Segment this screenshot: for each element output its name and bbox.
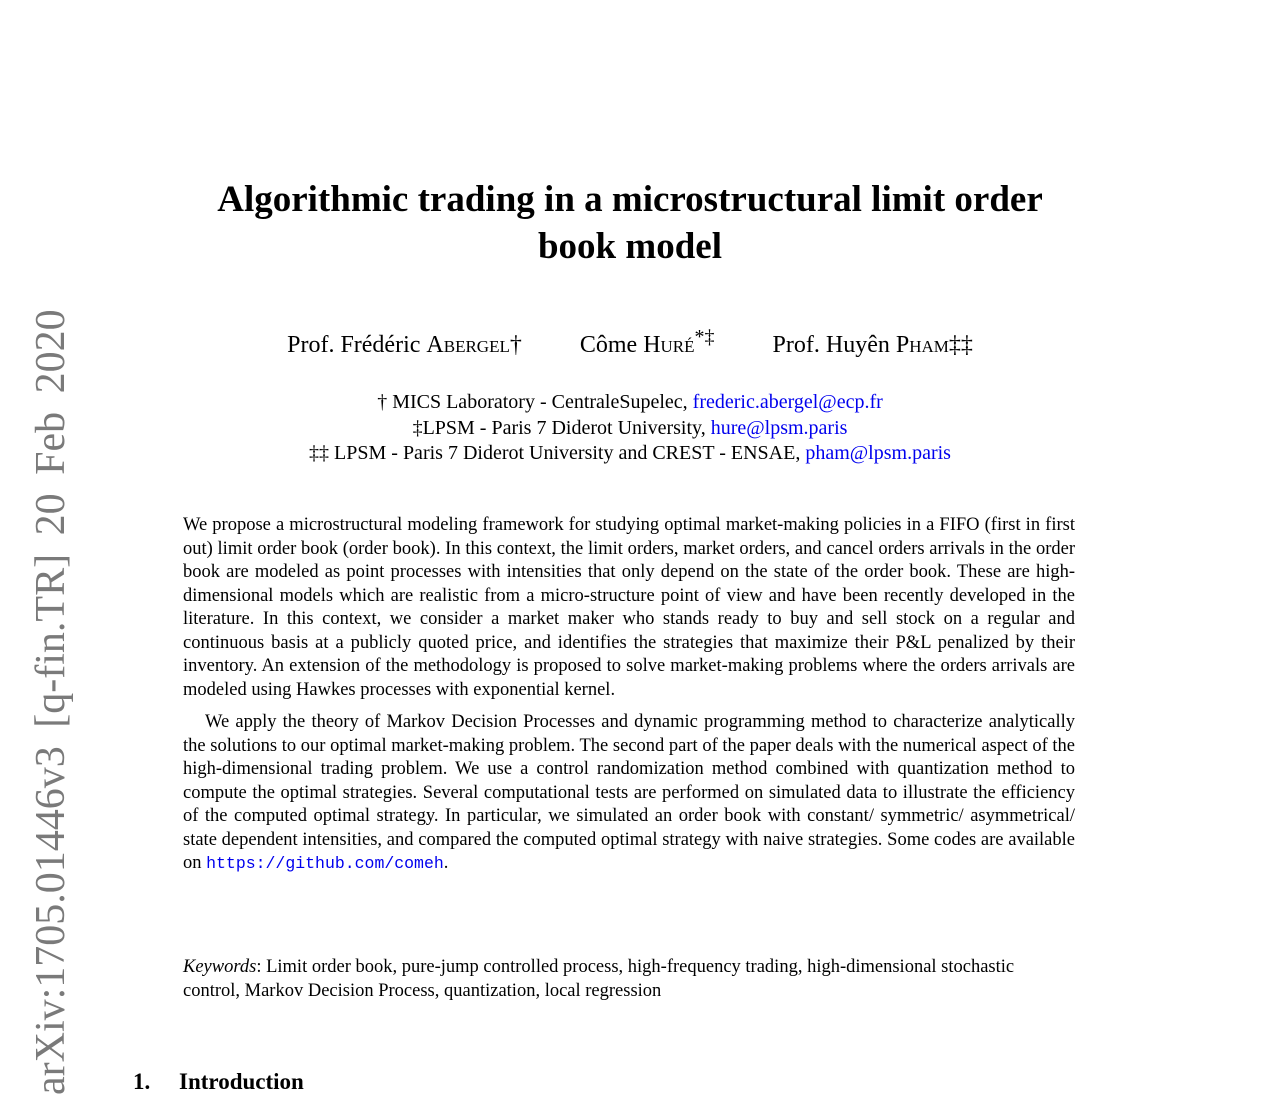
author-pham [773,328,973,362]
affiliations [130,390,1130,467]
author-surname: Pham [895,332,949,358]
arxiv-category: [q-fin.TR] [28,553,74,728]
affiliation-1 [130,390,1130,416]
author-prefix: Prof. Huyên [772,332,896,358]
abstract-paragraph-1: We propose a microstructural modeling framework for studying optimal market-making policies in a FIFO (first in first out) limit order book (order book). In this context, the limit orders, market orders, and cancel orders arrivals in the order book are modeled as point processes with intensities that only depend on the state of the order book. These are high-dimensional models which are realistic from a micro-structure point of view and have been recently developed in the literature. In this context, we consider a market maker who stands ready to buy and sell stock on a regular and continuous basis at a publicly quoted price, and identifies the strategies that maximize their P&L penalized by their inventory. An extension of the methodology is proposed to solve market-making problems where the orders arrivals are modeled using Hawkes processes with exponential kernel. [183,515,1075,700]
abstract [183,514,1075,876]
affiliation-text: ‡LPSM - Paris 7 Diderot University, [412,416,711,439]
author-surname: Abergel [426,332,510,358]
keywords-label: Keywords [183,957,257,977]
github-link[interactable]: https://github.com/comeh [206,854,444,873]
title-line-1: Algorithmic trading in a microstructural limit order [217,179,1043,220]
arxiv-id: arXiv:1705.01446v3 [28,746,74,1095]
author-prefix: Prof. Frédéric [287,332,427,358]
author-prefix: Côme [579,332,644,358]
author-mark: *‡ [694,326,715,348]
author-list [130,320,1130,362]
section-number: 1. [133,1069,151,1094]
email-link-pham[interactable]: pham@lpsm.paris [805,442,951,464]
email-link-abergel[interactable]: frederic.abergel@ecp.fr [692,391,883,413]
affiliation-3 [130,441,1130,467]
title-line-2: book model [537,226,722,267]
author-mark: † [509,332,522,358]
abstract-paragraph-2 [183,711,1075,876]
arxiv-date: 20 Feb 2020 [28,309,74,536]
keywords [183,956,1075,1003]
abstract-paragraph-2-text: We apply the theory of Markov Decision Processes and dynamic programming method to characterize analytically the solutions to our optimal market-making problem. The second part of the paper deals with the numerical aspect of the high-dimensional trading problem. We use a control randomization method combined with quantization method to compute the optimal strategies. Several computational tests are performed on simulated data to illustrate the efficiency of the computed optimal strategy. In particular, we simulated an order book with constant/ symmetric/ asymmetrical/ state dependent intensities, and compared the computed optimal strategy with naive strategies. Some codes are available on [183,712,1075,873]
email-link-hure[interactable]: hure@lpsm.paris [710,416,848,439]
author-surname: Huré [643,332,695,358]
affiliation-2 [130,416,1130,442]
arxiv-stamp [27,295,75,1095]
abstract-paragraph-2-end: . [443,853,449,873]
paper-title [130,176,1130,270]
affiliation-text: ‡‡ LPSM - Paris 7 Diderot University and CREST - ENSAE, [309,442,806,464]
author-hure [580,320,715,362]
section-heading [133,1068,304,1096]
affiliation-text: † MICS Laboratory - CentraleSupelec, [377,391,693,413]
keywords-text: : Limit order book, pure-jump controlled process, high-frequency trading, high-dimensional stochastic control, Markov Decision Process, quantization, local regression [183,957,1015,1001]
author-abergel [287,328,522,362]
author-mark: ‡‡ [948,332,973,358]
section-title: Introduction [179,1069,304,1094]
